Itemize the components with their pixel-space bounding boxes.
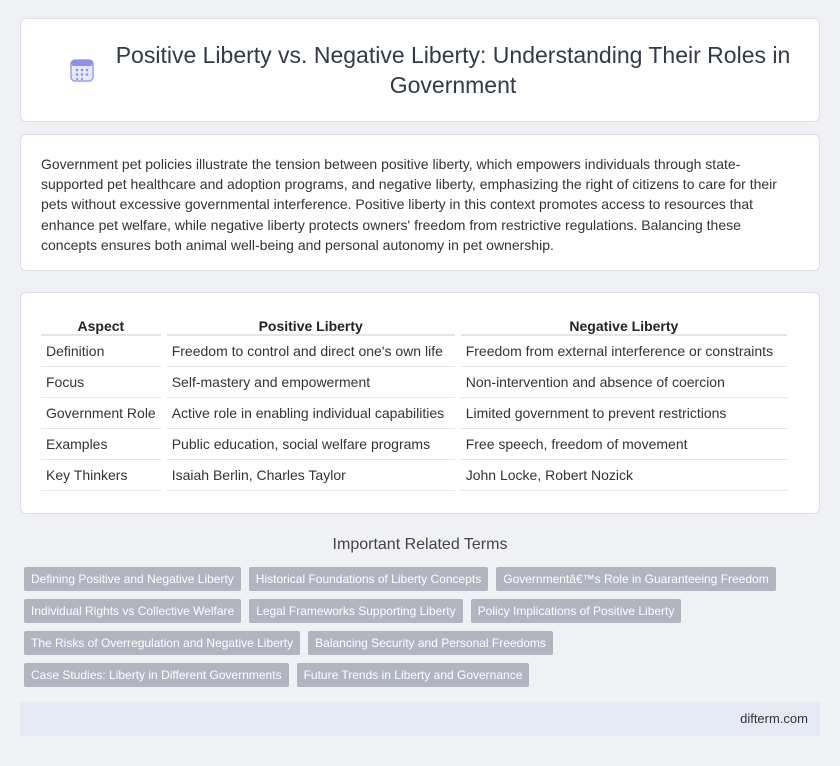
table-cell: Focus [41, 367, 161, 398]
footer-site-name: difterm.com [740, 711, 808, 726]
table-cell: Free speech, freedom of movement [461, 429, 787, 460]
table-row [41, 398, 787, 429]
table-cell: Freedom to control and direct one's own life [167, 336, 455, 367]
table-cell: Limited government to prevent restrictions [461, 398, 787, 429]
table-cell: Public education, social welfare programs [167, 429, 455, 460]
page-title: Positive Liberty vs. Negative Liberty: Understanding Their Roles in Government [115, 42, 791, 98]
table-cell: Self-mastery and empowerment [167, 367, 455, 398]
related-term-link[interactable]: Policy Implications of Positive Liberty [471, 599, 682, 623]
related-term-link[interactable]: Defining Positive and Negative Liberty [24, 567, 241, 591]
table-cell: Government Role [41, 398, 161, 429]
table-cell: Non-intervention and absence of coercion [461, 367, 787, 398]
column-header-positive-liberty: Positive Liberty [167, 314, 455, 336]
table-cell: Key Thinkers [41, 460, 161, 491]
related-term-link[interactable]: Balancing Security and Personal Freedoms [308, 631, 553, 655]
related-term-link[interactable]: Case Studies: Liberty in Different Governments [24, 663, 289, 687]
table-header-row [41, 314, 787, 336]
related-term-link[interactable]: The Risks of Overregulation and Negative Liberty [24, 631, 300, 655]
related-terms-list [24, 567, 824, 695]
footer [20, 702, 820, 736]
related-term-link[interactable]: Historical Foundations of Liberty Concepts [249, 567, 488, 591]
table-cell: Isaiah Berlin, Charles Taylor [167, 460, 455, 491]
column-header-negative-liberty: Negative Liberty [461, 314, 787, 336]
table-row [41, 367, 787, 398]
summary-card [20, 134, 820, 271]
related-term-link[interactable]: Legal Frameworks Supporting Liberty [249, 599, 462, 623]
table-cell: Examples [41, 429, 161, 460]
column-header-aspect: Aspect [41, 314, 161, 336]
header-card [20, 18, 820, 122]
table-row [41, 429, 787, 460]
table-row [41, 460, 787, 491]
related-term-link[interactable]: Governmentâ€™s Role in Guaranteeing Freedom [496, 567, 775, 591]
related-term-link[interactable]: Future Trends in Liberty and Governance [297, 663, 530, 687]
table-cell: Freedom from external interference or constraints [461, 336, 787, 367]
comparison-table-card [20, 292, 820, 514]
table-cell: John Locke, Robert Nozick [461, 460, 787, 491]
table-row [41, 336, 787, 367]
table-cell: Definition [41, 336, 161, 367]
related-term-link[interactable]: Individual Rights vs Collective Welfare [24, 599, 241, 623]
summary-text: Government pet policies illustrate the tension between positive liberty, which empowers individuals through state-supported pet healthcare and adoption programs, and negative liberty, emphasizing the right of citizens to care for their pets without excessive governmental interference. Positive liberty in this context promotes access to resources that enhance pet welfare, while negative liberty protects owners' freedom from restrictive regulations. Balancing these concepts ensures both animal well-being and personal autonomy in pet ownership. [41, 156, 777, 253]
related-terms-title: Important Related Terms [332, 536, 508, 553]
calendar-icon [68, 56, 96, 84]
table-cell: Active role in enabling individual capabilities [167, 398, 455, 429]
comparison-table [35, 314, 793, 491]
